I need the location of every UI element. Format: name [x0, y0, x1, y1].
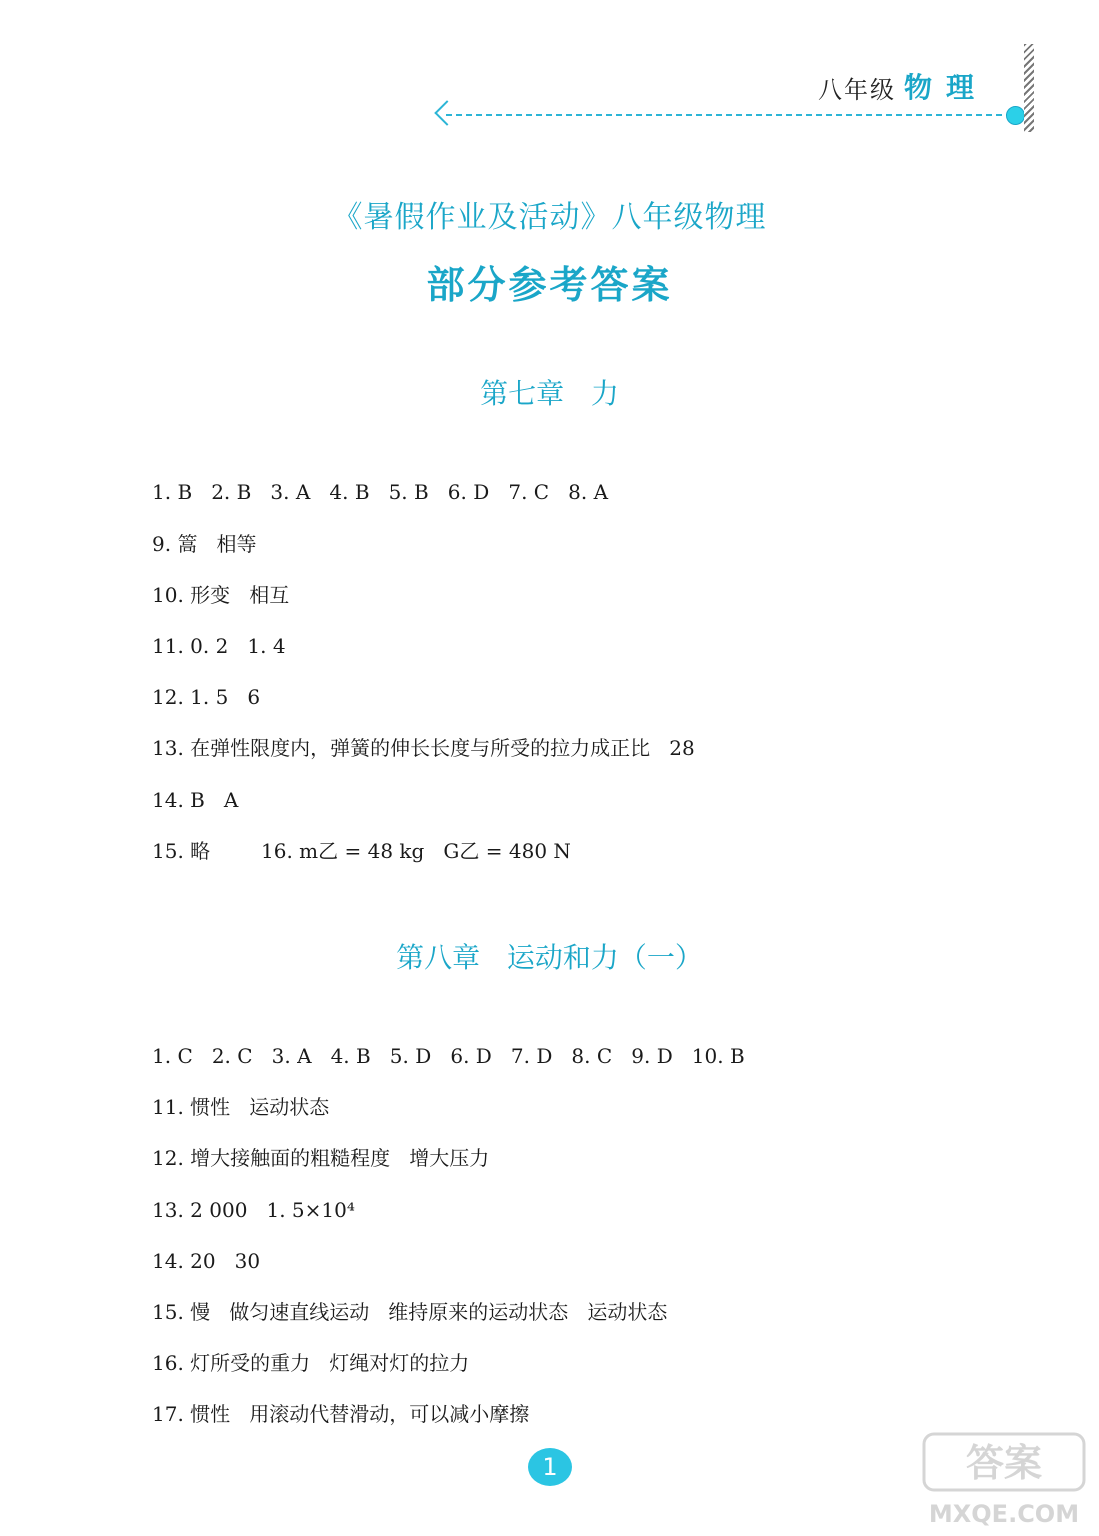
chapter-title: 第七章 力 — [480, 377, 619, 410]
answer-line: 16. 灯所受的重力 灯绳对灯的拉力 — [152, 1351, 470, 1375]
header-subject: 物理 — [904, 71, 989, 104]
header-dashed-rule — [446, 114, 1012, 116]
answer-line: 12. 增大接触面的粗糙程度 增大压力 — [152, 1146, 490, 1170]
answer-line: 11. 0. 2 1. 4 — [152, 634, 286, 658]
answer-line: 13. 2 000 1. 5×10⁴ — [152, 1198, 355, 1222]
answer-line: 11. 惯性 运动状态 — [152, 1095, 330, 1119]
main-title: 部分参考答案 — [426, 262, 673, 307]
watermark-logo — [920, 1428, 1088, 1532]
page-number-badge: 1 — [528, 1448, 572, 1486]
answer-line: 9. 篙 相等 — [152, 532, 257, 556]
header-hatch-decoration — [1024, 44, 1034, 132]
answer-line: 10. 形变 相互 — [152, 583, 290, 607]
answer-line: 17. 惯性 用滚动代替滑动，可以减小摩擦 — [152, 1402, 530, 1426]
answer-line: 14. B A — [152, 788, 239, 812]
header-dot-icon — [1006, 106, 1025, 125]
watermark-bottom-text: MXQE.COM — [928, 1500, 1080, 1528]
answer-line: 1. B 2. B 3. A 4. B 5. B 6. D 7. C 8. A — [152, 480, 609, 504]
answer-line: 15. 略 16. m乙 = 48 kg G乙 = 480 N — [152, 839, 571, 863]
chapter-title: 第八章 运动和力（一） — [396, 941, 703, 974]
answer-line: 13. 在弹性限度内，弹簧的伸长长度与所受的拉力成正比 28 — [152, 736, 695, 760]
book-title: 《暑假作业及活动》八年级物理 — [332, 200, 767, 235]
answer-line: 15. 慢 做匀速直线运动 维持原来的运动状态 运动状态 — [152, 1300, 668, 1324]
watermark-top-text: 答案 — [965, 1441, 1043, 1485]
header-arrow-icon — [434, 100, 459, 125]
answer-line: 1. C 2. C 3. A 4. B 5. D 6. D 7. D 8. C 9. D 10. B — [152, 1044, 745, 1068]
answer-line: 14. 20 30 — [152, 1249, 261, 1273]
header-grade: 八年级 — [818, 76, 896, 104]
answer-line: 12. 1. 5 6 — [152, 685, 261, 709]
